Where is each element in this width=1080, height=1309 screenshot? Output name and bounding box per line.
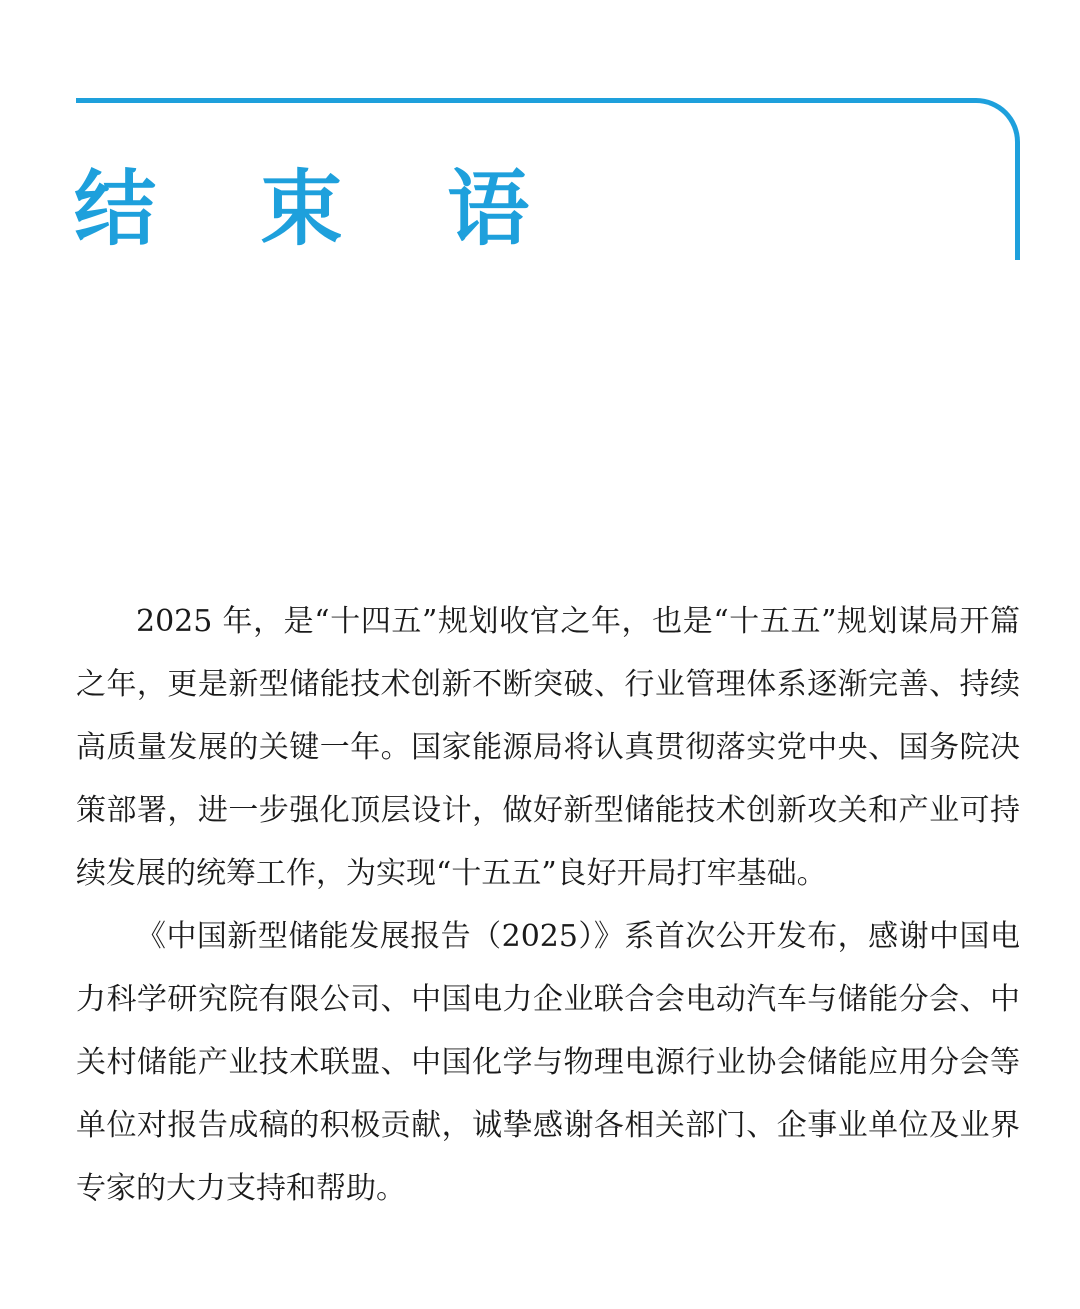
body-text <box>76 590 1020 1220</box>
page-title: 结 束 语 <box>74 162 568 257</box>
paragraph-2: 《中国新型储能发展报告（2025）》系首次公开发布，感谢中国电力科学研究院有限公司、中国电力企业联合会电动汽车与储能分会、中关村储能产业技术联盟、中国化学与物理电源行业协会储能应用分会等单位对报告成稿的积极贡献，诚挚感谢各相关部门、企事业单位及业界专家的大力支持和帮助。 <box>76 919 1020 1206</box>
paragraph-1: 2025 年，是“十四五”规划收官之年，也是“十五五”规划谋局开篇之年，更是新型储能技术创新不断突破、行业管理体系逐渐完善、持续高质量发展的关键一年。国家能源局将认真贯彻落实党中央、国务院决策部署，进一步强化顶层设计，做好新型储能技术创新攻关和产业可持续发展的统筹工作，为实现“十五五”良好开局打牢基础。 <box>76 604 1020 891</box>
